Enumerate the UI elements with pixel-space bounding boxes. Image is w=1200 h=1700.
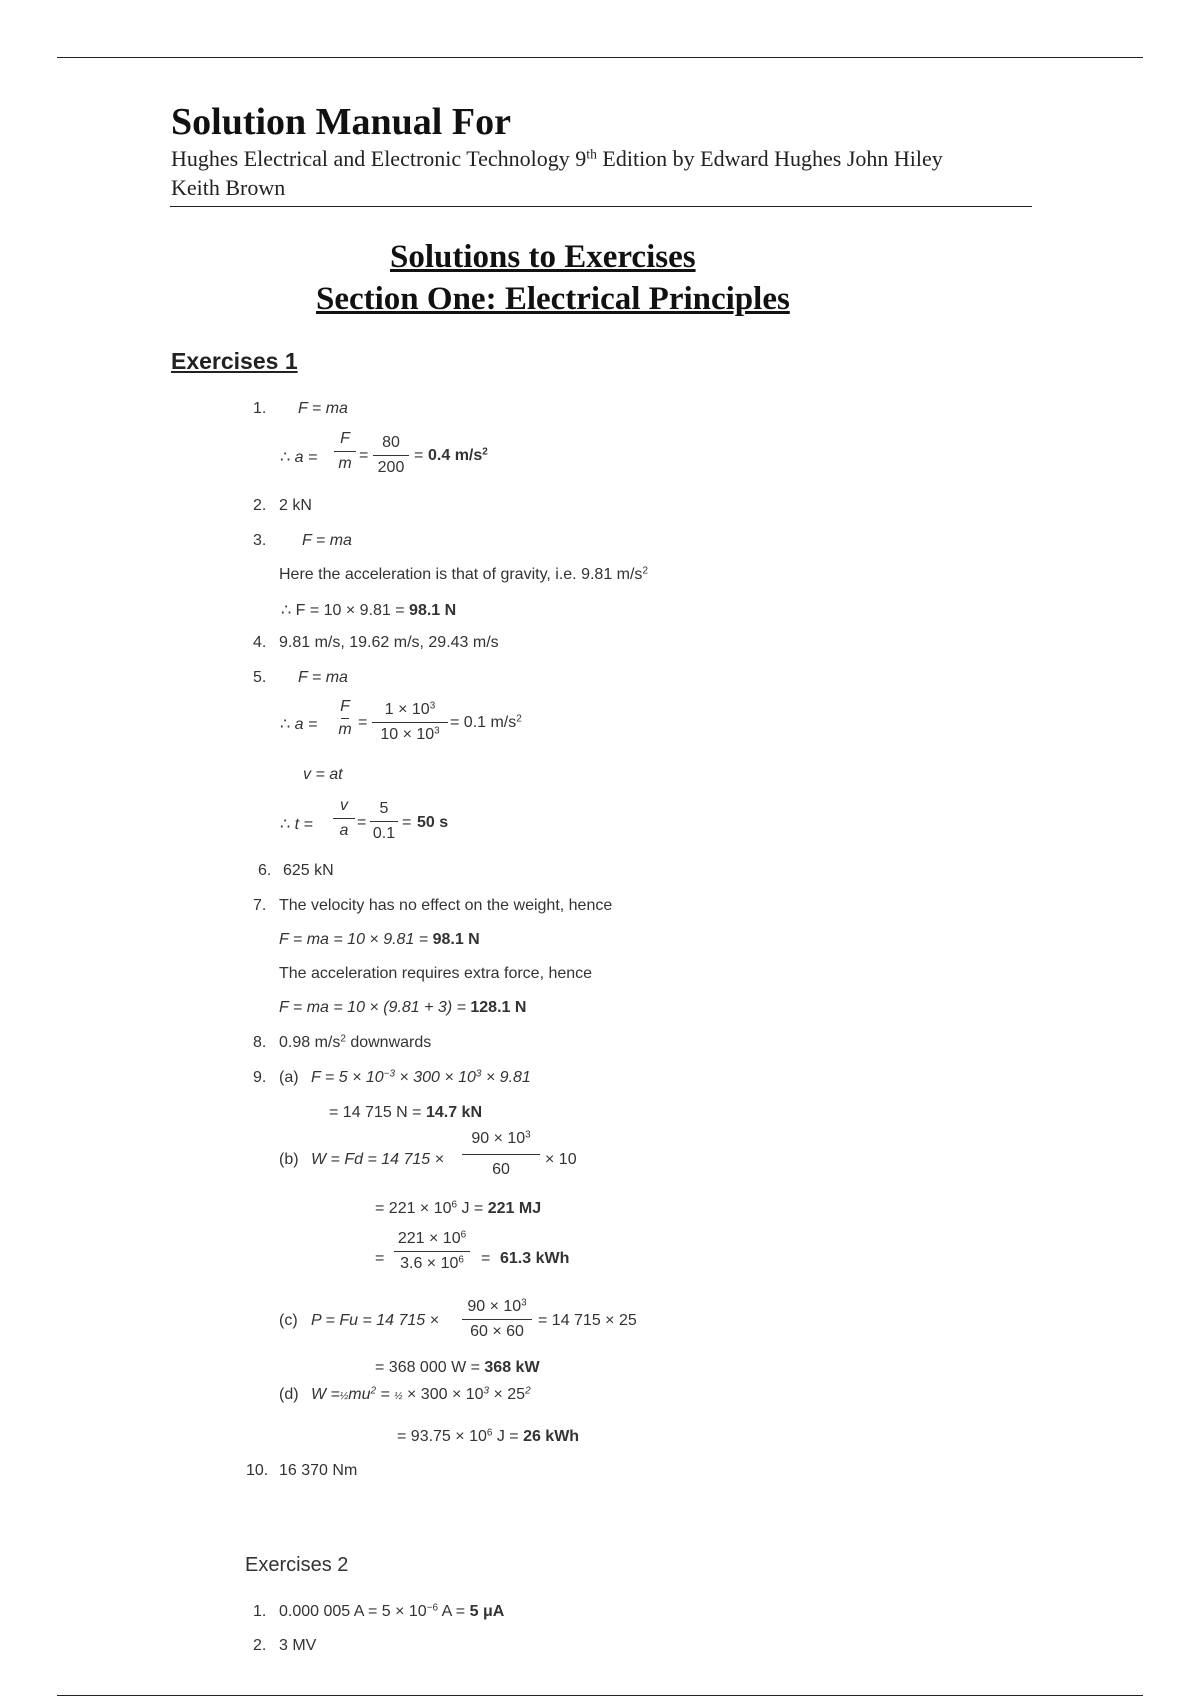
q9d-half2: ½ [394,1391,403,1402]
q7-answer1: 98.1 N [432,931,480,948]
q9d-line2-b: J = [492,1428,524,1445]
q4-answer: 9.81 m/s, 19.62 m/s, 29.43 m/s [279,634,499,651]
q9b-frac2 [394,1230,470,1273]
q5-result-text: = 0.1 m/s [450,714,517,731]
q5-t: ∴ t = [280,816,313,833]
q7-line3: The acceleration requires extra force, hence [279,965,593,982]
ex2-q1-number: 1. [253,1603,267,1620]
q5-den-text: 10 × 10 [380,726,435,743]
q9a-line2-text: = 14 715 N = [329,1104,426,1121]
ex2-q1-answer [279,1603,504,1621]
q3-line1: F = ma [302,532,352,549]
q9d-label: (d) [279,1386,299,1403]
header-rule [170,206,1032,207]
main-heading: Solutions to Exercises [390,239,696,275]
q3-line2 [279,566,648,584]
sup-2: 2 [516,713,522,725]
q6-number: 6. [258,862,272,879]
sup-6: 6 [486,1427,493,1439]
frac-bar [341,718,349,719]
q7-answer2: 128.1 N [470,999,527,1016]
sup-2: 2 [525,1385,531,1397]
q9b-answer1: 221 MJ [487,1200,542,1217]
q5-frac-fm [334,698,356,739]
subtitle-part-b: Edition by Edward Hughes John Hiley [596,146,943,171]
exercises-1-heading: Exercises 1 [171,348,298,374]
sup-3: 3 [475,1068,482,1080]
q7-line4-text: F = ma = 10 × (9.81 + 3) = [279,999,471,1016]
q9d-part1: W = [311,1386,340,1403]
frac-bar [373,455,409,456]
sup-2: 2 [482,446,488,458]
q8-answer [279,1034,431,1052]
sup-3: 3 [434,725,440,737]
q1-line1: F = ma [298,400,348,417]
q9a-label: (a) [279,1069,299,1086]
ex2-q1-text: 0.000 005 A = 5 × 10 [279,1603,427,1620]
sup-6: 6 [451,1199,458,1211]
q5-eq2: = [357,814,367,831]
q1-frac-fm [334,430,356,473]
q9b-line2-b: J = [457,1200,488,1217]
q5-frac-F: F [340,698,350,715]
sup-3: 3 [429,700,436,712]
q1-frac-den: m [338,455,352,472]
q5-frac-01: 0.1 [372,825,396,842]
q1-number: 1. [253,400,267,417]
q5-frac-v: v [340,797,348,814]
q9c-num-text: 90 × 10 [467,1298,522,1315]
q1-answer [428,447,488,465]
q5-frac-num [372,701,448,719]
q1-frac-values [373,434,409,477]
frac-bar [462,1319,532,1320]
bottom-rule [57,1695,1143,1696]
q9c-frac [462,1298,532,1341]
q10-answer: 16 370 Nm [279,1462,358,1479]
q7-line2 [279,931,480,949]
frac-bar [334,451,356,452]
q8-answer-b: downwards [345,1034,432,1051]
sup-3: 3 [521,1297,527,1309]
section-heading: Section One: Electrical Principles [316,281,790,317]
frac-bar [370,821,398,822]
q9d-answer: 26 kWh [523,1428,580,1445]
q1-eq2: = [414,447,424,464]
q9b-frac2-num [394,1230,470,1248]
sup-2: 2 [642,565,648,577]
q3-line3-text: ∴ F = 10 × 9.81 = [281,602,410,619]
q5-line1: F = ma [298,669,348,686]
ex2-q2-number: 2. [253,1637,267,1654]
q7-line4 [279,999,526,1017]
q2-answer: 2 kN [279,497,312,514]
q5-v: v = at [303,766,343,783]
q9c-part2: = 14 715 × 25 [538,1312,637,1329]
q9d-part2: mu [348,1386,371,1403]
q7-line2-text: F = ma = 10 × 9.81 = [279,931,433,948]
q5-result [450,714,522,732]
book-subtitle [171,146,943,172]
sup-6: 6 [460,1229,467,1241]
q7-number: 7. [253,897,267,914]
q3-line3 [281,600,456,620]
q4-number: 4. [253,634,267,651]
q9c-line2-text: = 368 000 W = [375,1359,485,1376]
q9d-part3: = [375,1386,395,1403]
q3-number: 3. [253,532,267,549]
sup-m6: −6 [426,1602,438,1614]
q9b-frac2-den [394,1255,470,1273]
page-title: Solution Manual For [171,101,511,143]
q9c-frac-den: 60 × 60 [470,1323,524,1340]
q2-number: 2. [253,497,267,514]
q9a-part2: × 300 × 10 [394,1069,476,1086]
top-rule [57,57,1143,58]
q9b-line1: W = Fd = 14 715 × [311,1151,444,1168]
q5-frac-a: a [339,822,349,839]
sup-2: 2 [340,1033,346,1045]
q3-answer: 98.1 N [409,602,457,619]
q6-answer: 625 kN [283,862,334,879]
q8-number: 8. [253,1034,267,1051]
q9b-eq2: = [481,1250,491,1267]
q9c-frac-num [462,1298,532,1316]
exercises-2-heading: Exercises 2 [245,1554,349,1576]
q10-number: 10. [246,1462,269,1479]
q9b-line2 [375,1200,541,1218]
q3-line2-text: Here the acceleration is that of gravity, i.e. 9.81 m/s [279,566,643,583]
q9d-line2 [397,1428,579,1446]
q9c-label: (c) [279,1312,298,1329]
q5-frac-values [372,701,448,744]
q1-frac-80: 80 [382,434,400,451]
q9b-num-text: 90 × 10 [471,1130,526,1147]
q9b-den2-text: 3.6 × 10 [400,1255,459,1272]
q5-a: ∴ a = [280,716,318,733]
ex2-q1-result: 5 μA [469,1603,505,1620]
q9b-answer2: 61.3 kWh [500,1250,570,1267]
q9c-line2 [375,1359,540,1377]
q5-frac-5 [370,800,398,843]
sup-6: 6 [458,1254,464,1266]
q9b-line2-text: = 221 × 10 [375,1200,452,1217]
q1-eq: = [359,447,369,464]
frac-bar [333,818,355,819]
sup-2: 2 [370,1385,376,1397]
q9d-part5: × 25 [489,1386,526,1403]
q5-number: 5. [253,669,267,686]
q9c-answer: 368 kW [484,1359,540,1376]
ex2-q1-text-b: A = [438,1603,470,1620]
q9b-frac [462,1130,540,1179]
q1-frac-200: 200 [377,459,405,476]
frac-bar [462,1154,540,1155]
sup-3: 3 [483,1385,490,1397]
q9d-line1 [311,1386,531,1404]
q9a-part3: × 9.81 [481,1069,531,1086]
q9b-part2: × 10 [545,1151,577,1168]
q9b-eq: = [375,1250,385,1267]
subtitle-sup: th [586,146,597,162]
q1-a: ∴ a = [280,449,318,466]
frac-bar [372,722,448,723]
q9c-line1: P = Fu = 14 715 × [311,1312,439,1329]
book-subtitle-line2: Keith Brown [171,175,286,200]
sup-3: 3 [525,1129,531,1141]
q9a-line1 [311,1069,531,1087]
q9a-answer: 14.7 kN [425,1104,483,1121]
q5-frac-den [372,726,448,744]
q5-num-text: 1 × 10 [384,701,430,718]
q5-frac-m: m [338,721,352,738]
subtitle-part-a: Hughes Electrical and Electronic Technology 9 [171,146,587,171]
q9b-label: (b) [279,1151,299,1168]
q8-answer-a: 0.98 m/s [279,1034,341,1051]
q5-eq: = [358,714,368,731]
q5-answer: 50 s [417,814,449,831]
q5-frac-5-num: 5 [379,800,389,817]
q9b-frac-num [462,1130,540,1148]
q5-frac-va [333,797,355,840]
q9-number: 9. [253,1069,267,1086]
q9d-part4: × 300 × 10 [402,1386,484,1403]
q9d-line2-text: = 93.75 × 10 [397,1428,487,1445]
sup-m3: −3 [383,1068,395,1080]
q7-line1: The velocity has no effect on the weight, hence [279,897,613,914]
q5-eq3: = [402,814,412,831]
q9a-part1: F = 5 × 10 [311,1069,384,1086]
q9d-half: ½ [339,1391,349,1402]
q9b-frac-den: 60 [492,1161,510,1178]
q9a-line2 [329,1104,482,1122]
q1-frac-num: F [340,430,350,447]
ex2-q2-answer: 3 MV [279,1637,317,1654]
q1-answer-text: 0.4 m/s [428,447,483,464]
q9b-num2-text: 221 × 10 [397,1230,461,1247]
frac-bar [394,1251,470,1252]
